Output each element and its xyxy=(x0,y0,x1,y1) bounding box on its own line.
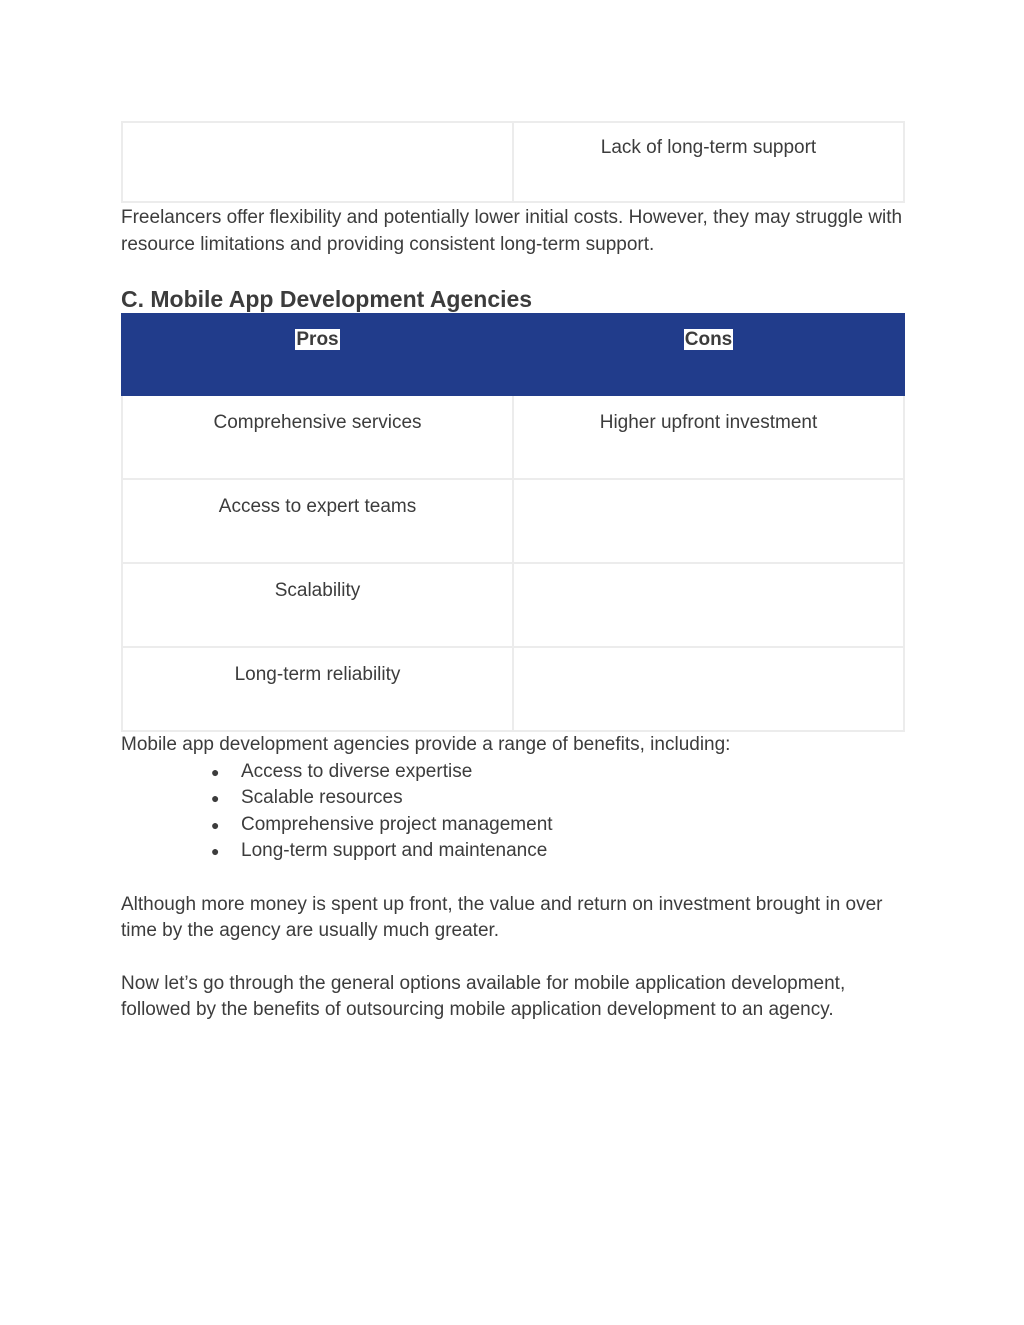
freelancers-summary: Freelancers offer flexibility and potentially lower initial costs. However, they may struggle with resource limitations and providing consistent long-term support. xyxy=(121,207,903,255)
section-heading: C. Mobile App Development Agencies xyxy=(121,286,533,312)
table-cell-con xyxy=(513,479,904,563)
list-item: ● Long-term support and maintenance xyxy=(241,838,905,865)
table-cell-pro: Comprehensive services xyxy=(122,395,513,479)
list-item: ● Access to diverse expertise xyxy=(241,759,905,786)
header-cons: Cons xyxy=(513,314,904,395)
freelancers-table-continued xyxy=(121,121,905,203)
bullet-icon: ● xyxy=(211,816,220,833)
header-pros: Pros xyxy=(122,314,513,395)
table-row xyxy=(122,122,904,202)
table-row xyxy=(122,563,904,647)
table-row xyxy=(122,395,904,479)
table-cell-con: Higher upfront investment xyxy=(513,395,904,479)
list-item: ● Scalable resources xyxy=(241,785,905,812)
table-cell-con xyxy=(513,647,904,731)
table-cell-con: Lack of long-term support xyxy=(513,122,904,202)
table-header-row xyxy=(122,314,904,395)
roi-paragraph: Although more money is spent up front, the value and return on investment brought in over time by the agency are usually much greater. xyxy=(121,893,883,941)
list-item: ● Comprehensive project management xyxy=(241,812,905,839)
bullet-icon: ● xyxy=(211,790,220,806)
table-row xyxy=(122,479,904,563)
benefits-list xyxy=(121,759,905,865)
table-cell-pro xyxy=(122,122,513,202)
table-cell-pro: Long-term reliability xyxy=(122,647,513,731)
agencies-intro: Mobile app development agencies provide a range of benefits, including: xyxy=(121,734,731,755)
table-cell-con xyxy=(513,563,904,647)
options-paragraph: Now let’s go through the general options available for mobile application development, followed by the benefits of outsourcing mobile application development to an agency. xyxy=(121,972,846,1020)
table-cell-pro: Scalability xyxy=(122,563,513,647)
agencies-pros-cons-table xyxy=(121,313,905,732)
table-cell-pro: Access to expert teams xyxy=(122,479,513,563)
document-page xyxy=(121,121,905,1024)
bullet-icon: ● xyxy=(211,763,220,780)
table-row xyxy=(122,647,904,731)
bullet-icon: ● xyxy=(211,843,220,859)
